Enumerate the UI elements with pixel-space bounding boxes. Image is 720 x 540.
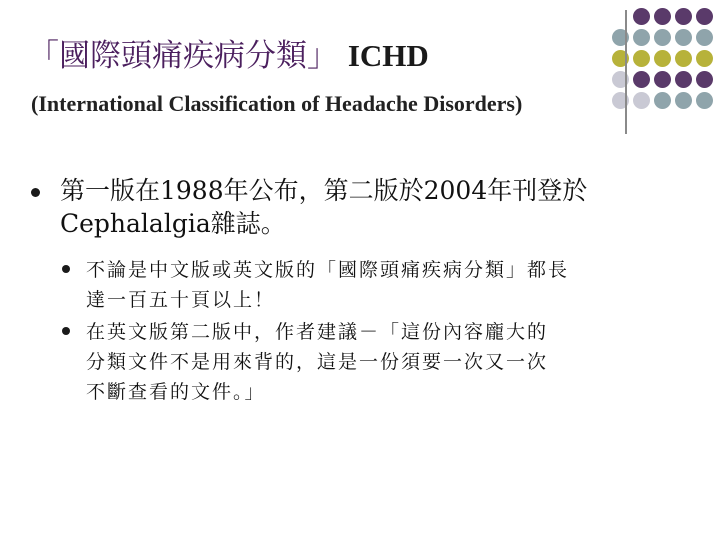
sub-bullet-line: 達一百五十頁以上！ — [86, 289, 276, 311]
decorative-dot — [654, 50, 671, 67]
decorative-dot — [633, 29, 650, 46]
main-bullet-line: 第一版在1988年公布，第二版於2004年刊登於 — [60, 176, 588, 205]
main-bullet-line: Cephalalgia雜誌。 — [60, 209, 286, 238]
decorative-dot — [696, 29, 713, 46]
decorative-dot — [675, 50, 692, 67]
sub-bullet-marker — [62, 327, 70, 335]
bullet-marker — [31, 188, 40, 197]
decorative-dot — [654, 92, 671, 109]
decorative-dot — [633, 92, 650, 109]
decorative-dot — [696, 92, 713, 109]
sub-bullet-line: 不論是中文版或英文版的「國際頭痛疾病分類」都長 — [86, 259, 570, 281]
sub-bullet-line: 不斷查看的文件。」 — [86, 381, 266, 403]
decorative-dot — [654, 71, 671, 88]
title-acronym: ICHD — [347, 38, 429, 73]
decorative-dot — [675, 71, 692, 88]
decorative-dot — [633, 8, 650, 25]
sub-bullet-text — [86, 255, 666, 315]
decorative-dot — [696, 50, 713, 67]
decorative-dot — [696, 8, 713, 25]
decorative-dot-grid — [612, 8, 720, 120]
decorative-vertical-line — [625, 10, 627, 134]
slide-title — [28, 36, 429, 76]
main-bullet-text — [60, 174, 680, 240]
decorative-dot — [675, 29, 692, 46]
decorative-dot — [654, 29, 671, 46]
sub-bullet-line: 分類文件不是用來背的，這是一份須要一次又一次 — [86, 351, 549, 373]
sub-bullet-text — [86, 317, 666, 407]
decorative-dot — [654, 8, 671, 25]
slide-subtitle: (International Classification of Headache Disorders) — [31, 91, 523, 116]
decorative-dot — [633, 50, 650, 67]
decorative-dot — [633, 71, 650, 88]
decorative-dot — [675, 92, 692, 109]
title-chinese: 「國際頭痛疾病分類」 — [28, 38, 338, 74]
decorative-dot — [675, 8, 692, 25]
sub-bullet-marker — [62, 265, 70, 273]
sub-bullet-line: 在英文版第二版中，作者建議－「這份內容龐大的 — [86, 321, 549, 343]
decorative-dot — [696, 71, 713, 88]
